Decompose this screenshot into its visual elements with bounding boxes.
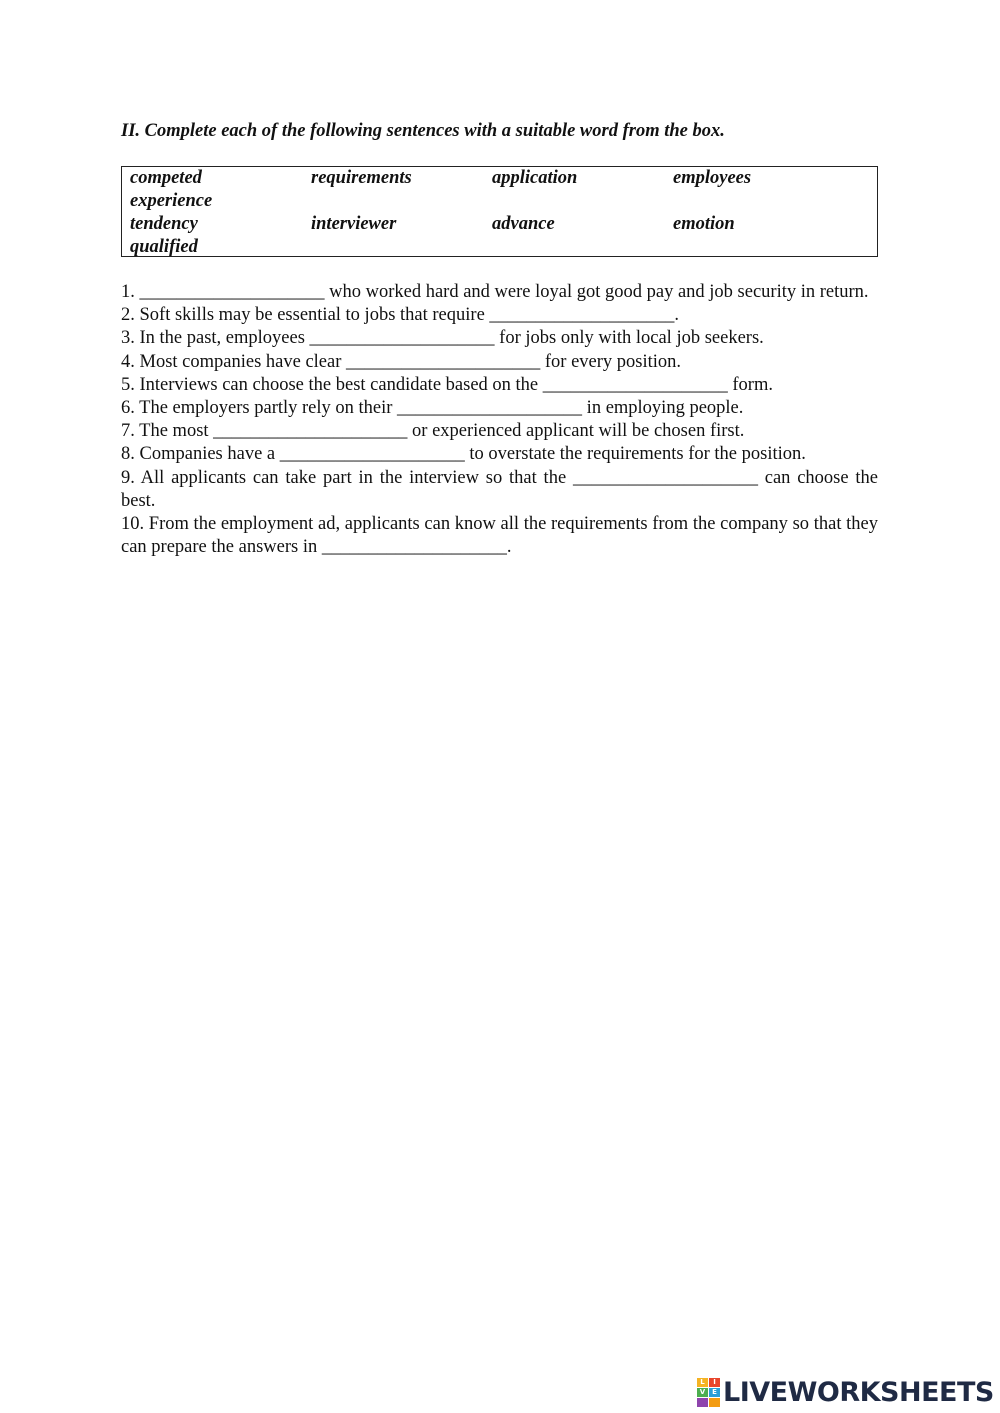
- logo-mark-tile: I: [709, 1378, 720, 1387]
- logo-mark-tile: [709, 1398, 720, 1407]
- question-item: 5. Interviews can choose the best candidate based on the ____________________ form.: [121, 374, 773, 395]
- word-item: application: [492, 168, 578, 188]
- word-item: tendency: [130, 214, 198, 234]
- logo-text: LIVEWORKSHEETS: [723, 1377, 994, 1408]
- word-box: [121, 166, 878, 257]
- question-item: 10. From the employment ad, applicants can know all the requirements from the company so that they can prepare the answers in ____________________.: [121, 514, 878, 558]
- word-item: advance: [492, 214, 555, 234]
- word-box-row: [130, 236, 869, 259]
- question-list: [121, 281, 878, 559]
- logo-mark-tile: L: [697, 1378, 708, 1387]
- question-item: 3. In the past, employees ____________________ for jobs only with local job seekers.: [121, 328, 764, 349]
- word-box-row: [130, 190, 869, 213]
- logo-mark-icon: [697, 1378, 721, 1408]
- word-box-row: [130, 213, 869, 236]
- question-item: 8. Companies have a ____________________ to overstate the requirements for the position.: [121, 444, 806, 465]
- question-item: 9. All applicants can take part in the interview so that the ____________________ can choose the best.: [121, 467, 878, 511]
- word-item: qualified: [130, 237, 198, 257]
- word-item: employees: [673, 168, 752, 188]
- word-item: interviewer: [311, 214, 397, 234]
- logo-mark-tile: E: [709, 1388, 720, 1397]
- question-item: 2. Soft skills may be essential to jobs that require ____________________.: [121, 305, 680, 326]
- word-item: experience: [130, 191, 213, 211]
- liveworksheets-logo: [697, 1376, 994, 1410]
- word-item: emotion: [673, 214, 735, 234]
- word-item: competed: [130, 168, 202, 188]
- word-box-row: [130, 167, 869, 190]
- word-item: requirements: [311, 168, 412, 188]
- worksheet-page: [121, 118, 878, 559]
- question-item: 7. The most _____________________ or experienced applicant will be chosen first.: [121, 421, 745, 442]
- question-item: 6. The employers partly rely on their ____________________ in employing people.: [121, 398, 744, 419]
- question-item: 1. ____________________ who worked hard and were loyal got good pay and job security in return.: [121, 282, 869, 302]
- logo-mark-tile: [697, 1398, 708, 1407]
- question-item: 4. Most companies have clear _____________________ for every position.: [121, 351, 682, 372]
- exercise-heading: II. Complete each of the following sentences with a suitable word from the box.: [121, 121, 725, 141]
- logo-mark-tile: V: [697, 1388, 708, 1397]
